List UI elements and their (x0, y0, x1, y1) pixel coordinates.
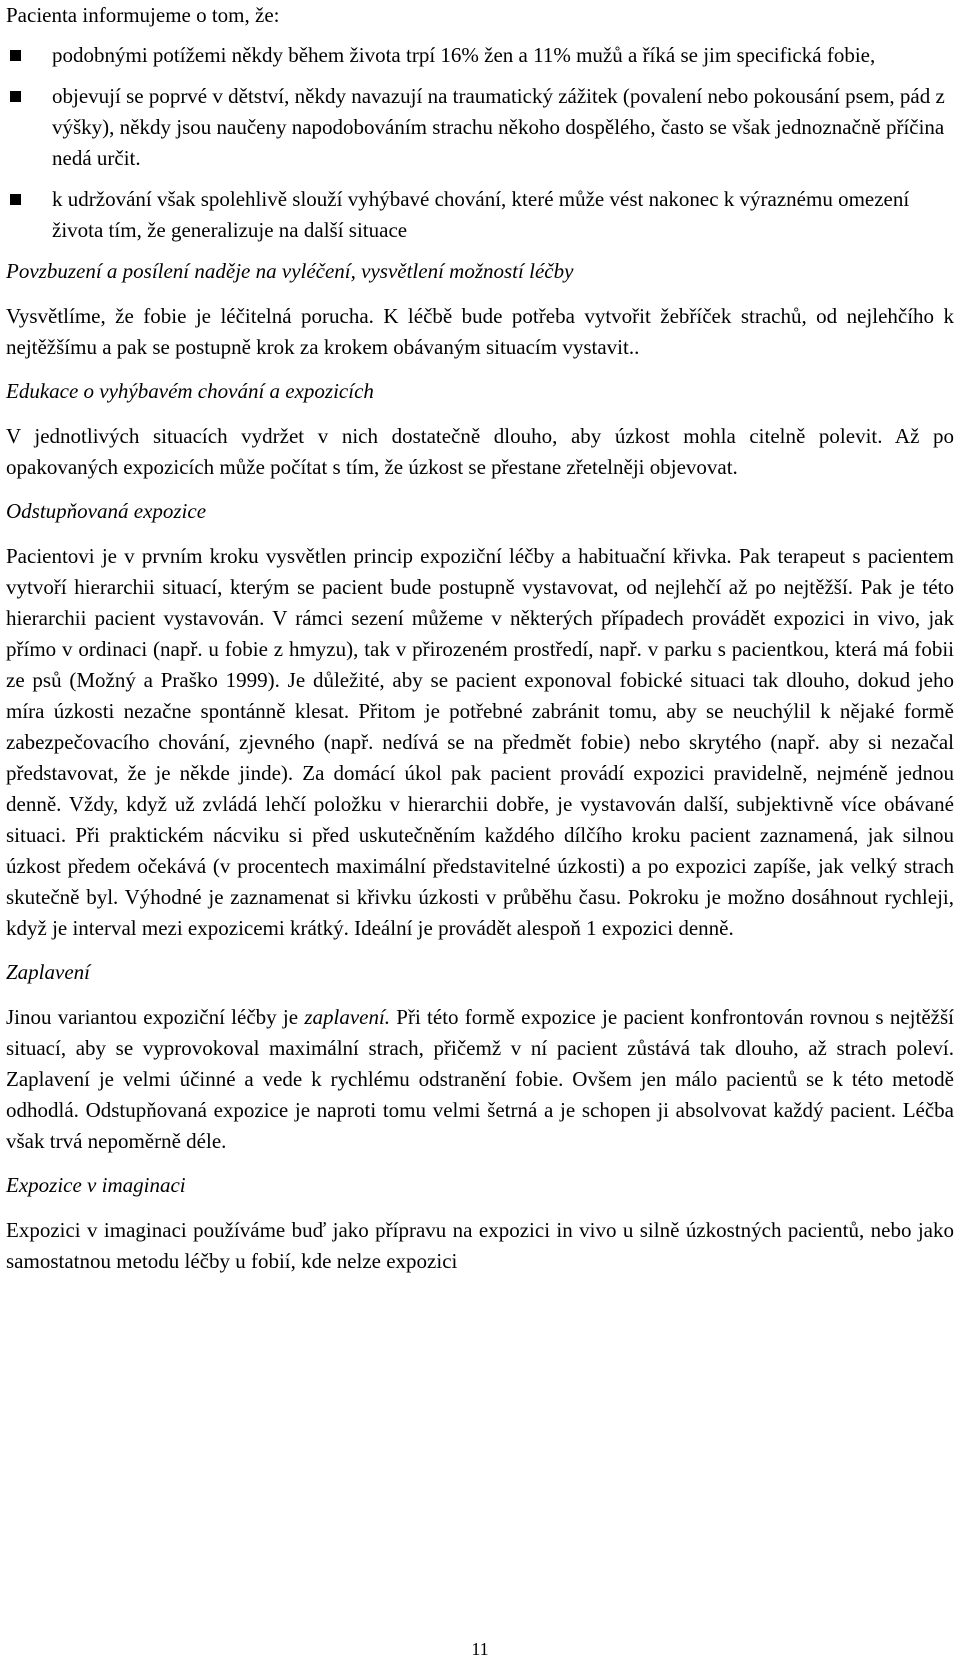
intro-text: Pacienta informujeme o tom, že: (6, 3, 280, 27)
square-bullet-icon (10, 91, 21, 102)
section-heading-edukace: Edukace o vyhýbavém chování a expozicích (6, 379, 374, 403)
page-number: 11 (471, 1639, 489, 1659)
zaplaveni-text-end: Při této formě expozice je pacient konfrontován rovnou s nejtěžší situací, aby se vyprovokoval maximální strach, přičemž v ní pacient zůstává tak dlouho, až strach poleví. Zaplavení je velmi účinné a vede k rychlému odstranění fobie. Ovšem jen málo pacientů se k této metodě odhodlá. Odstupňovaná expozice je naproti tomu velmi šetrná a je schopen ji absolvovat každý pacient. Léčba však trvá nepoměrně déle. (6, 1005, 954, 1153)
section-heading-imaginace: Expozice v imaginaci (6, 1173, 186, 1197)
section-heading-zaplaveni: Zaplavení (6, 960, 90, 984)
document-page (6, 0, 954, 1290)
bullet-item (6, 40, 954, 71)
bullet-text: k udržování však spolehlivě slouží vyhýbavé chování, které může vést nakonec k výraznému omezení života tím, že generalizuje na další situace (52, 187, 910, 242)
zaplaveni-text-start: Jinou variantou expoziční léčby je (6, 1005, 305, 1029)
bullet-item (6, 184, 954, 246)
section-text-zaplaveni (6, 1002, 954, 1157)
bullet-text: podobnými potížemi někdy během života trpí 16% žen a 11% mužů a říká se jim specifická fobie, (52, 43, 876, 67)
section-heading-povzbuzeni: Povzbuzení a posílení naděje na vyléčení, vysvětlení možností léčby (6, 259, 574, 283)
square-bullet-icon (10, 50, 21, 61)
section-heading-odstupnovana: Odstupňovaná expozice (6, 499, 207, 523)
zaplaveni-italic-term: zaplavení. (304, 1005, 391, 1029)
section-text-edukace: V jednotlivých situacích vydržet v nich dostatečně dlouho, aby úzkost mohla citelně polevit. Až po opakovaných expozicích může počítat s tím, že úzkost se přestane zřetelněji objevovat. (6, 424, 954, 479)
square-bullet-icon (10, 194, 21, 205)
section-text-odstupnovana: Pacientovi je v prvním kroku vysvětlen princip expoziční léčby a habituační křivka. Pak terapeut s pacientem vytvoří hierarchii situací, kterým se pacient bude postupně vystavovat, od nejlehčí až po nejtěžší. Pak je této hierarchii pacient vystavován. V rámci sezení můžeme v některých případech provádět expozici in vivo, jak přímo v ordinaci (např. u fobie z hmyzu), tak v přirozeném prostředí, např. v parku s pacientkou, která má fobii ze psů (Možný a Praško 1999). Je důležité, aby se pacient exponoval fobické situaci tak dlouho, dokud jeho míra úzkosti nezačne spontánně klesat. Přitom je potřebné zabránit tomu, aby se neuchýlil k nějaké formě zabezpečovacího chování, zjevného (např. nedívá se na předmět fobie) nebo skrytého (např. aby si nezačal představovat, že je někde jinde). Za domácí úkol pak pacient provádí expozici pravidelně, nejméně jednou denně. Vždy, když už zvládá lehčí položku v hierarchii dobře, je vystavován další, subjektivně více obávané situaci. Při praktickém nácviku si před uskutečněním každého dílčího kroku pacient zaznamená, jak silnou úzkost předem očekává (v procentech maximální představitelné úzkosti) a po expozici zapíše, jak velký strach skutečně byl. Výhodné je zaznamenat si křivku úzkosti v průběhu času. Pokroku je možno dosáhnout rychleji, když je interval mezi expozicemi krátký. Ideální je provádět alespoň 1 expozici denně. (6, 544, 954, 940)
section-text-povzbuzeni: Vysvětlíme, že fobie je léčitelná porucha. K léčbě bude potřeba vytvořit žebříček strachů, od nejlehčího k nejtěžšímu a pak se postupně krok za krokem obávaným situacím vystavit.. (6, 304, 954, 359)
section-text-imaginace: Expozici v imaginaci používáme buď jako přípravu na expozici in vivo u silně úzkostných pacientů, nebo jako samostatnou metodu léčby u fobií, kde nelze expozici (6, 1218, 954, 1273)
bullet-text: objevují se poprvé v dětství, někdy navazují na traumatický zážitek (povalení nebo pokousání psem, pád z výšky), někdy jsou naučeny napodobováním strachu někoho dospělého, často se však jednoznačně příčina nedá určit. (52, 84, 945, 170)
bullet-item (6, 81, 954, 174)
bullet-list (6, 40, 954, 246)
